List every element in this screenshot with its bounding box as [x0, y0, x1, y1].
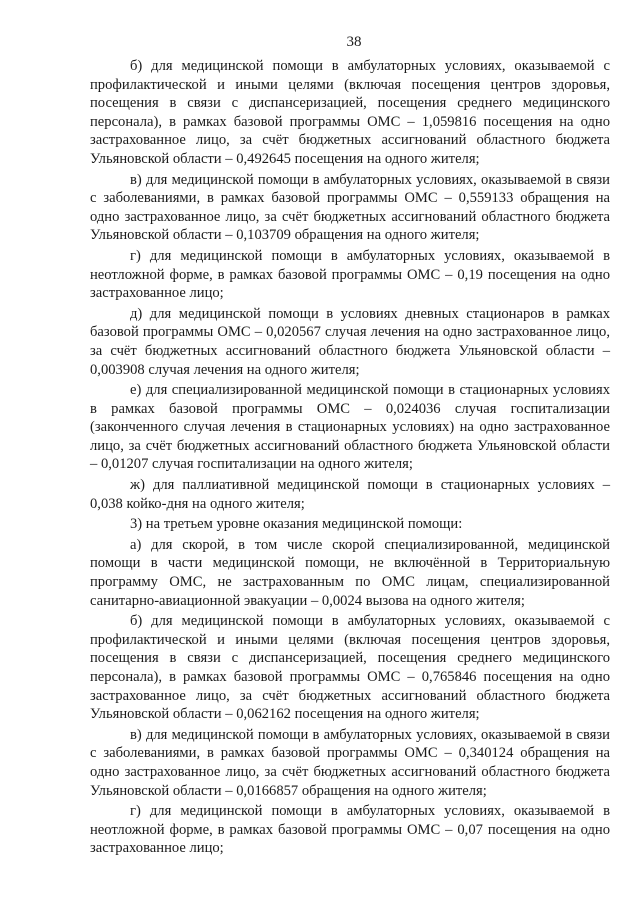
page-number: 38: [346, 34, 362, 50]
paragraph-level3-heading: 3) на третьем уровне оказания медицинской помощи:: [130, 516, 463, 533]
paragraph-v-level2: в) для медицинской помощи в амбулаторных условиях, оказываемой в связи с заболеваниями, в рамках базовой программы ОМС – 0,559133 обращения на одно застрахованное лицо, за счёт бюджетных ассигнований областного бюджета Ульяновской области – 0,103709 обращения на одного жителя;: [90, 171, 610, 244]
paragraph-g-level2: г) для медицинской помощи в амбулаторных условиях, оказываемой в неотложной форме, в рамках базовой программы ОМС – 0,19 посещения на одно застрахованное лицо;: [90, 247, 610, 302]
paragraph-zh-level2: ж) для паллиативной медицинской помощи в стационарных условиях – 0,038 койко-дня на одного жителя;: [90, 477, 610, 512]
paragraph-d-level2: д) для медицинской помощи в условиях дневных стационаров в рамках базовой программы ОМС – 0,020567 случая лечения на одно застрахованное лицо, за счёт бюджетных ассигнований областного бюджета Ульяновской области – 0,003908 случая лечения на одного жителя;: [90, 305, 610, 378]
paragraph-g-level3: г) для медицинской помощи в амбулаторных условиях, оказываемой в неотложной форме, в рамках базовой программы ОМС – 0,07 посещения на одно застрахованное лицо;: [90, 803, 610, 857]
paragraph-b-level2: б) для медицинской помощи в амбулаторных условиях, оказываемой с профилактической и иными целями (включая посещения центров здоровья, посещения в связи с диспансеризацией, посещения среднего медицинского персонала), в рамках базовой программы ОМС – 1,059816 посещения на одно застрахованное лицо, за счёт бюджетных ассигнований областного бюджета Ульяновской области – 0,492645 посещения на одного жителя;: [90, 58, 610, 167]
paragraph-v-level3: в) для медицинской помощи в амбулаторных условиях, оказываемой в связи с заболеваниями, в рамках базовой программы ОМС – 0,340124 обращения на одно застрахованное лицо, за счёт бюджетных ассигнований областного бюджета Ульяновской области – 0,0166857 обращения на одного жителя;: [90, 726, 610, 799]
paragraph-b-level3: б) для медицинской помощи в амбулаторных условиях, оказываемой с профилактической и иными целями (включая посещения центров здоровья, посещения в связи с диспансеризацией, посещения среднего медицинского персонала), в рамках базовой программы ОМС – 0,765846 посещения на одно застрахованное лицо, за счёт бюджетных ассигнований областного бюджета Ульяновской области – 0,062162 посещения на одного жителя;: [90, 613, 610, 723]
paragraph-a-level3: а) для скорой, в том числе скорой специализированной, медицинской помощи в части медицинской помощи, не включённой в Территориальную программу ОМС, не застрахованным по ОМС лицам, специализированной санитарно-авиационной эвакуации – 0,0024 вызова на одного жителя;: [90, 536, 610, 609]
paragraph-e-level2: е) для специализированной медицинской помощи в стационарных условиях в рамках базовой программы ОМС – 0,024036 случая госпитализации (законченного случая лечения в стационарных условиях) на одно застрахованное лицо, за счёт бюджетных ассигнований областного бюджета Ульяновской области – 0,01207 случая госпитализации на одного жителя;: [90, 382, 610, 473]
